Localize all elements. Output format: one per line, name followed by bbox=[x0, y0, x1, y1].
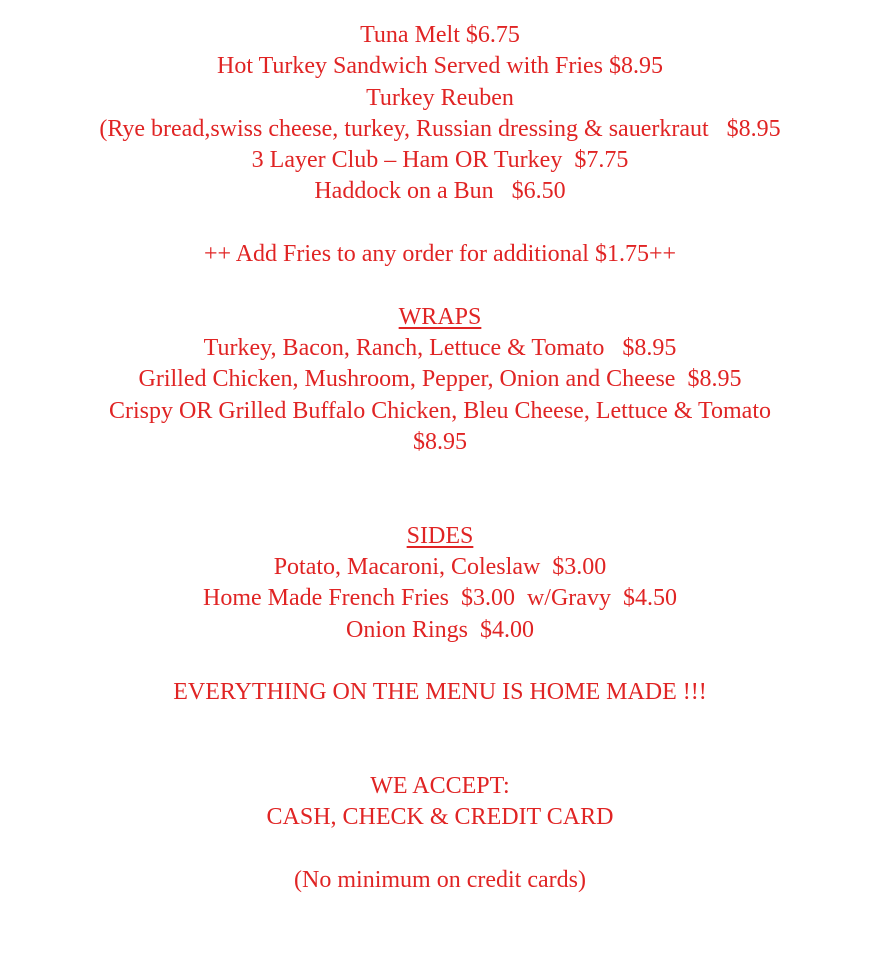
menu-item-onion-rings: Onion Rings $4.00 bbox=[345, 616, 534, 643]
spacer bbox=[0, 489, 880, 520]
spacer bbox=[0, 270, 880, 301]
menu-item-turkey-reuben-description: (Rye bread,swiss cheese, turkey, Russian dressing & sauerkraut $8.95 bbox=[99, 115, 781, 142]
menu-item-turkey-reuben: Turkey Reuben bbox=[366, 84, 514, 111]
spacer bbox=[0, 834, 880, 865]
menu-item-haddock-on-a-bun: Haddock on a Bun $6.50 bbox=[314, 178, 566, 205]
menu-item-3-layer-club: 3 Layer Club – Ham OR Turkey $7.75 bbox=[251, 147, 629, 174]
menu-item-buffalo-chicken-wrap: Crispy OR Grilled Buffalo Chicken, Bleu Cheese, Lettuce & Tomato bbox=[109, 397, 771, 424]
spacer bbox=[0, 208, 880, 239]
spacer bbox=[0, 646, 880, 677]
spacer bbox=[0, 740, 880, 771]
menu-item-tuna-melt: Tuna Melt $6.75 bbox=[360, 22, 520, 48]
menu-item-potato-macaroni-coleslaw: Potato, Macaroni, Coleslaw $3.00 bbox=[273, 554, 607, 581]
home-made-notice: EVERYTHING ON THE MENU IS HOME MADE !!! bbox=[173, 679, 707, 706]
menu-item-buffalo-chicken-wrap-price: $8.95 bbox=[413, 428, 467, 455]
menu-item-grilled-chicken-wrap: Grilled Chicken, Mushroom, Pepper, Onion and Cheese $8.95 bbox=[138, 366, 742, 393]
add-fries-note: ++ Add Fries to any order for additional $1.75++ bbox=[203, 241, 677, 268]
menu-document bbox=[0, 20, 880, 896]
payment-heading: WE ACCEPT: bbox=[370, 773, 510, 800]
sides-heading: SIDES bbox=[406, 522, 474, 549]
menu-item-hot-turkey-sandwich: Hot Turkey Sandwich Served with Fries $8.95 bbox=[217, 53, 663, 80]
credit-card-note: (No minimum on credit cards) bbox=[294, 867, 586, 894]
menu-item-turkey-bacon-wrap: Turkey, Bacon, Ranch, Lettuce & Tomato $8.95 bbox=[203, 334, 677, 361]
menu-item-french-fries: Home Made French Fries $3.00 w/Gravy $4.50 bbox=[203, 585, 677, 612]
payment-methods: CASH, CHECK & CREDIT CARD bbox=[266, 804, 614, 831]
wraps-heading: WRAPS bbox=[398, 303, 482, 330]
spacer bbox=[0, 458, 880, 489]
spacer bbox=[0, 709, 880, 740]
